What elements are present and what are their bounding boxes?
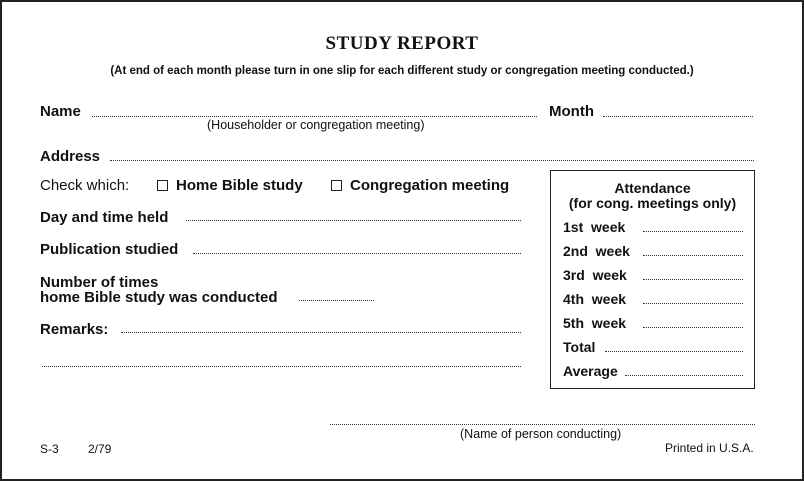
- attendance-title: Attendance: [614, 180, 691, 196]
- home-bible-study-option[interactable]: [157, 177, 303, 195]
- times-field[interactable]: [299, 300, 374, 301]
- total-label: Total: [563, 339, 596, 355]
- signature-hint: (Name of person conducting): [460, 427, 622, 441]
- check-which-label: Check which:: [40, 177, 130, 194]
- week-4-field[interactable]: [643, 303, 743, 304]
- remarks-field-line2[interactable]: [42, 366, 521, 367]
- publication-label: Publication studied: [40, 241, 179, 258]
- congregation-meeting-option[interactable]: [331, 177, 509, 195]
- week-5-label: 5th week: [563, 315, 627, 331]
- times-label-line2: home Bible study was conducted: [40, 289, 278, 306]
- week-3-field[interactable]: [643, 279, 743, 280]
- form-code: S-3: [40, 442, 59, 456]
- attendance-subtitle: (for cong. meetings only): [568, 195, 737, 211]
- name-hint: (Householder or congregation meeting): [207, 118, 425, 132]
- congregation-meeting-label: Congregation meeting: [350, 177, 510, 194]
- average-label: Average: [563, 363, 618, 379]
- name-field[interactable]: [92, 116, 537, 117]
- address-label: Address: [40, 148, 101, 165]
- remarks-field-line1[interactable]: [121, 332, 521, 333]
- attendance-box: [550, 170, 755, 389]
- home-bible-study-label: Home Bible study: [176, 177, 303, 194]
- conductor-signature-field[interactable]: [330, 424, 755, 425]
- week-1-label: 1st week: [563, 219, 626, 235]
- week-4-label: 4th week: [563, 291, 627, 307]
- congregation-meeting-checkbox[interactable]: [331, 180, 342, 191]
- average-field[interactable]: [625, 375, 743, 376]
- name-label: Name: [40, 103, 81, 120]
- month-label: Month: [549, 103, 594, 120]
- day-time-label: Day and time held: [40, 209, 169, 226]
- week-2-label: 2nd week: [563, 243, 630, 259]
- form-title: STUDY REPORT: [325, 33, 479, 54]
- form-instructions: (At end of each month please turn in one slip for each different study or congregation meeting conducted.): [110, 65, 694, 77]
- remarks-label: Remarks:: [40, 321, 109, 338]
- address-field[interactable]: [110, 160, 754, 161]
- week-3-label: 3rd week: [563, 267, 627, 283]
- day-time-field[interactable]: [186, 220, 521, 221]
- total-field[interactable]: [605, 351, 743, 352]
- week-5-field[interactable]: [643, 327, 743, 328]
- times-label-line1: Number of times: [40, 274, 159, 291]
- week-2-field[interactable]: [643, 255, 743, 256]
- publication-field[interactable]: [193, 253, 521, 254]
- date-code: 2/79: [88, 442, 112, 456]
- printed-notice: Printed in U.S.A.: [665, 441, 754, 455]
- month-field[interactable]: [603, 116, 753, 117]
- home-bible-study-checkbox[interactable]: [157, 180, 168, 191]
- week-1-field[interactable]: [643, 231, 743, 232]
